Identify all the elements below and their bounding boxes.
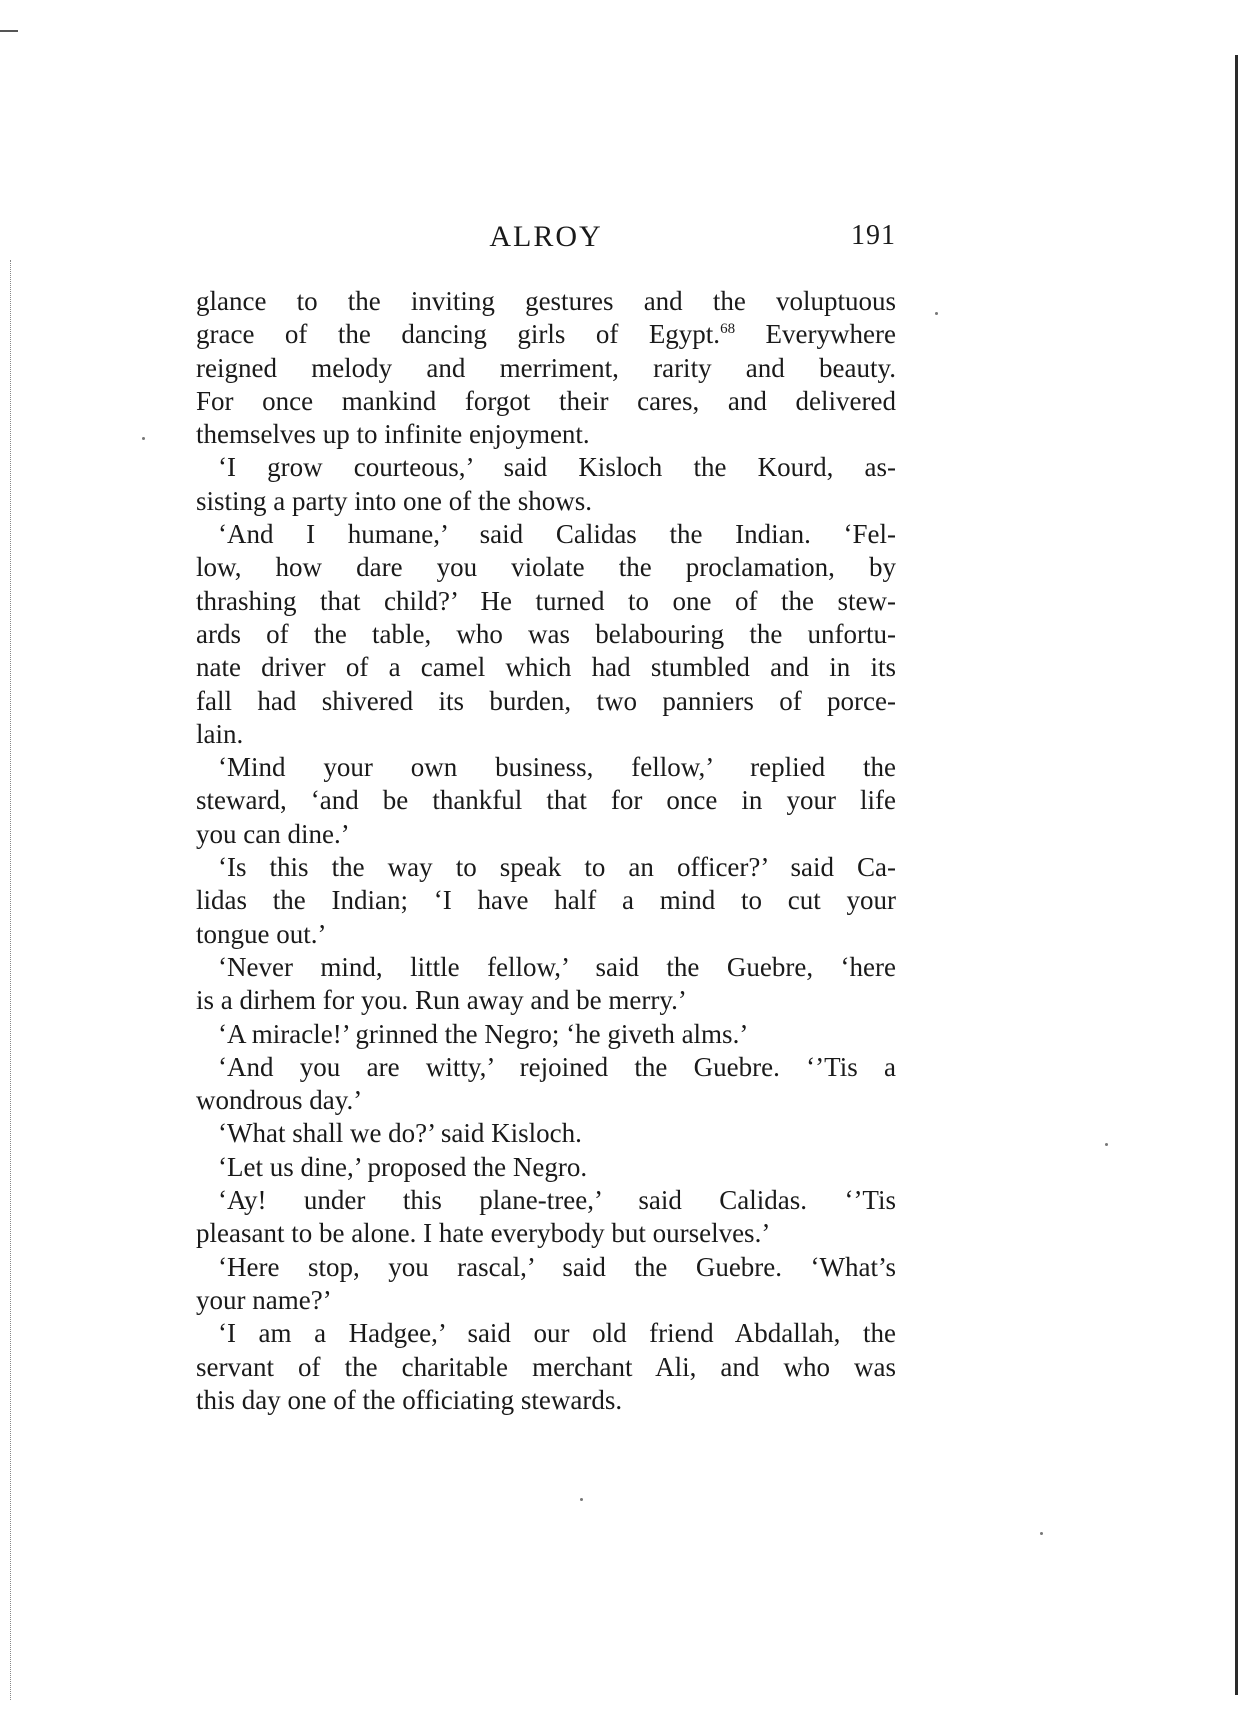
- text-line: [196, 1217, 896, 1250]
- text-line: [196, 951, 896, 984]
- line-text: ‘What shall we do?’ said Kisloch.: [218, 1118, 582, 1149]
- text-line: [196, 1051, 896, 1084]
- scan-left-edge: [10, 260, 17, 1700]
- text-line: [196, 718, 896, 751]
- scan-speck: [1105, 1143, 1108, 1146]
- line-text: wondrous day.’: [196, 1085, 363, 1116]
- text-line: [196, 285, 896, 318]
- text-line: [196, 418, 896, 451]
- text-line: [196, 618, 896, 651]
- line-text: ‘Never mind, little fellow,’ said the Guebre, ‘here: [218, 951, 896, 982]
- line-text: ‘I grow courteous,’ said Kisloch the Kourd, as-: [218, 452, 896, 483]
- scan-right-edge: [1235, 55, 1238, 1695]
- text-line: [196, 551, 896, 584]
- line-text: ‘Let us dine,’ proposed the Negro.: [218, 1151, 588, 1182]
- line-text: sisting a party into one of the shows.: [196, 485, 592, 516]
- line-text: servant of the charitable merchant Ali, and who was: [196, 1351, 896, 1382]
- text-line: [196, 784, 896, 817]
- line-text: pleasant to be alone. I hate everybody but ourselves.’: [196, 1218, 771, 1249]
- text-line: [196, 1251, 896, 1284]
- line-text: is a dirhem for you. Run away and be merry.’: [196, 985, 687, 1016]
- text-line: [196, 751, 896, 784]
- text-line: [196, 984, 896, 1017]
- text-line: [196, 318, 896, 351]
- scan-speck: [142, 437, 145, 440]
- running-head: [196, 220, 896, 260]
- line-text: fall had shivered its burden, two panniers of porce-: [196, 685, 896, 716]
- text-line: [196, 1384, 896, 1417]
- line-text: reigned melody and merriment, rarity and beauty.: [196, 352, 896, 383]
- line-text: glance to the inviting gestures and the voluptuous: [196, 286, 896, 316]
- text-line: [196, 884, 896, 917]
- scan-speck: [580, 1498, 583, 1501]
- line-text: ‘Here stop, you rascal,’ said the Guebre. ‘What’s: [218, 1251, 896, 1282]
- text-line: [196, 1018, 896, 1051]
- line-text: ‘Ay! under this plane-tree,’ said Calidas. ‘’Tis: [218, 1185, 896, 1216]
- line-text: lain.: [196, 718, 244, 749]
- text-line: [196, 818, 896, 851]
- line-text: steward, ‘and be thankful that for once in your life: [196, 785, 896, 816]
- body-text: [196, 285, 896, 1417]
- line-text: low, how dare you violate the proclamation, by: [196, 552, 896, 583]
- line-text: your name?’: [196, 1284, 332, 1315]
- text-line: [196, 685, 896, 718]
- text-line: [196, 1351, 896, 1384]
- text-line: [196, 851, 896, 884]
- line-text: ‘And you are witty,’ rejoined the Guebre. ‘’Tis a: [218, 1051, 896, 1082]
- text-line: [196, 352, 896, 385]
- page-number: 191: [851, 220, 896, 251]
- text-line: [196, 1184, 896, 1217]
- line-text: ‘I am a Hadgee,’ said our old friend Abdallah, the: [218, 1318, 896, 1349]
- text-line: [196, 1151, 896, 1184]
- line-text: ‘Is this the way to speak to an officer?’ said Ca-: [218, 852, 896, 883]
- text-line: [196, 485, 896, 518]
- text-line: [196, 585, 896, 618]
- text-line: [196, 451, 896, 484]
- line-text: this day one of the officiating stewards.: [196, 1384, 623, 1415]
- text-line: [196, 385, 896, 418]
- line-text: thrashing that child?’ He turned to one of the stew-: [196, 585, 896, 616]
- line-text: tongue out.’: [196, 918, 327, 949]
- scan-speck: [935, 312, 938, 315]
- line-text: grace of the dancing girls of Egypt.: [196, 319, 721, 350]
- line-text: nate driver of a camel which had stumbled and in its: [196, 652, 896, 683]
- line-text: ‘Mind your own business, fellow,’ replied the: [218, 752, 896, 783]
- line-text: For once mankind forgot their cares, and delivered: [196, 385, 896, 416]
- text-line: [196, 1284, 896, 1317]
- line-text: you can dine.’: [196, 818, 350, 849]
- scan-speck: [1040, 1532, 1043, 1535]
- scan-edge-mark: [0, 30, 18, 32]
- footnote-marker: 68: [720, 321, 736, 338]
- line-text: lidas the Indian; ‘I have half a mind to cut your: [196, 885, 896, 916]
- line-text: ‘A miracle!’ grinned the Negro; ‘he giveth alms.’: [218, 1018, 749, 1049]
- text-line: [196, 1317, 896, 1350]
- running-title: ALROY: [489, 220, 603, 253]
- text-line: [196, 518, 896, 551]
- line-text: themselves up to infinite enjoyment.: [196, 419, 590, 450]
- text-line: [196, 1084, 896, 1117]
- line-text-continued: Everywhere: [735, 319, 896, 350]
- text-line: [196, 1117, 896, 1150]
- line-text: ‘And I humane,’ said Calidas the Indian. ‘Fel-: [218, 519, 896, 550]
- text-line: [196, 918, 896, 951]
- text-line: [196, 651, 896, 684]
- line-text: ards of the table, who was belabouring the unfortu-: [196, 618, 896, 649]
